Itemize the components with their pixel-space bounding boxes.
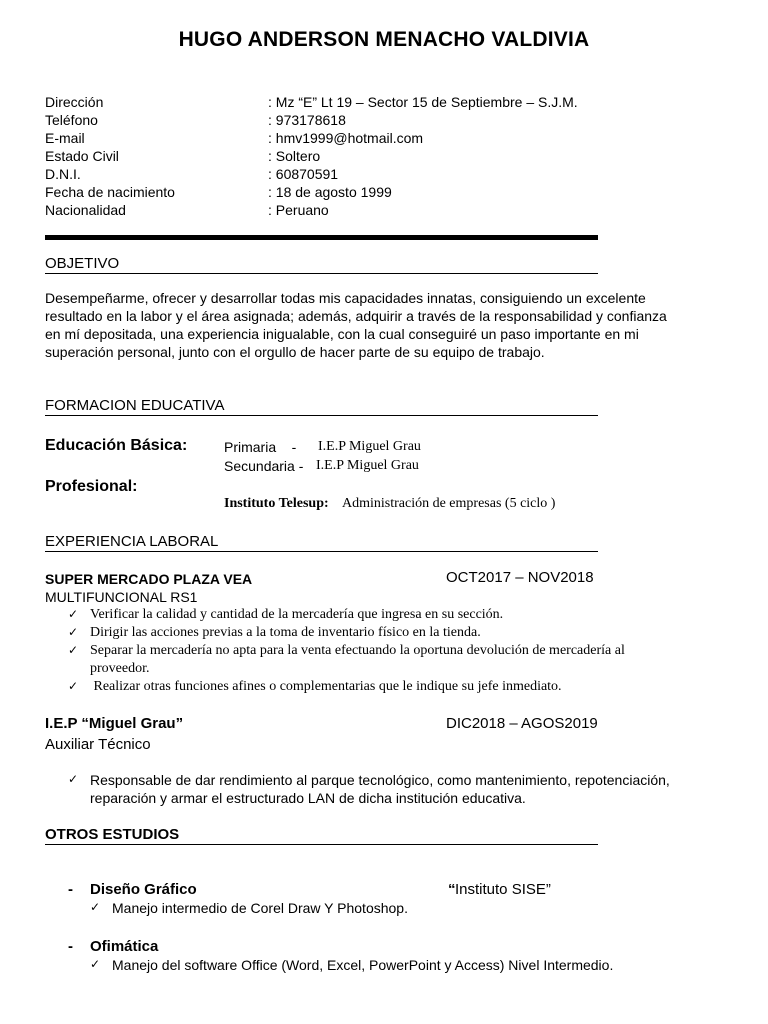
section-rule (45, 551, 598, 552)
value-fecha-nacimiento: : 18 de agosto 1999 (268, 184, 392, 200)
otros-item1-quote: “ (448, 881, 456, 898)
job1-bullet: Separar la mercadería no apta para la venta efectuando la oportuna devolución de mercadería al (90, 643, 625, 658)
value-estado-civil: : Soltero (268, 148, 321, 164)
value-email: : hmv1999@hotmail.com (268, 130, 424, 146)
instituto-text: Administración de empresas (5 ciclo ) (342, 496, 556, 511)
job1-bullet: Verificar la calidad y cantidad de la mercadería que ingresa en su sección. (90, 607, 504, 622)
job1-company: SUPER MERCADO PLAZA VEA (45, 571, 253, 587)
check-icon: ✓ (90, 957, 101, 971)
job1-bullet: Dirigir las acciones previas a la toma de inventario físico en la tienda. (90, 625, 481, 640)
otros-item2-bullet: Manejo del software Office (Word, Excel, PowerPoint y Access) Nivel Intermedio. (112, 957, 614, 973)
check-icon: ✓ (68, 607, 79, 621)
job1-bullet-continuation: proveedor. (90, 661, 150, 676)
section-title-formacion: FORMACION EDUCATIVA (45, 397, 225, 414)
candidate-name: HUGO ANDERSON MENACHO VALDIVIA (178, 28, 590, 51)
job2-dates: DIC2018 – AGOS2019 (446, 715, 598, 732)
label-email: E-mail (45, 130, 85, 146)
job2-role: Auxiliar Técnico (45, 736, 151, 753)
check-icon: ✓ (68, 625, 79, 639)
secundaria-school: I.E.P Miguel Grau (316, 458, 419, 473)
otros-item1-name: Diseño Gráfico (90, 881, 197, 898)
check-icon: ✓ (68, 643, 79, 657)
label-estado-civil: Estado Civil (45, 148, 119, 164)
objetivo-line: en mí depositada, una experiencia inigualable, con la cual conseguiré un paso importante en mi (45, 326, 639, 342)
value-direccion: : Mz “E” Lt 19 – Sector 15 de Septiembre – S.J.M. (268, 94, 578, 110)
check-icon: ✓ (68, 772, 79, 786)
job1-bullet: Realizar otras funciones afines o complementarias que le indique su jefe inmediato. (90, 679, 562, 694)
job1-role: MULTIFUNCIONAL RS1 (45, 589, 198, 605)
label-direccion: Dirección (45, 94, 104, 110)
objetivo-line: resultado en la labor y el área asignada; además, adquirir a través de la responsabilidad y confianza (45, 308, 667, 324)
job2-company: I.E.P “Miguel Grau” (45, 715, 184, 732)
section-title-experiencia: EXPERIENCIA LABORAL (45, 533, 219, 550)
otros-item2-dash: - (68, 938, 73, 955)
otros-item1-dash: - (68, 881, 73, 898)
section-rule (45, 415, 598, 416)
section-rule (45, 844, 598, 845)
otros-item1-institute: Instituto SISE” (455, 881, 551, 898)
check-icon: ✓ (68, 679, 79, 693)
objetivo-line: Desempeñarme, ofrecer y desarrollar todas mis capacidades innatas, consiguiendo un excelente (45, 290, 646, 306)
section-title-objetivo: OBJETIVO (45, 255, 120, 272)
job2-bullet: Responsable de dar rendimiento al parque tecnológico, como mantenimiento, repotenciación, (90, 772, 670, 788)
otros-item2-name: Ofimática (90, 938, 159, 955)
label-fecha-nacimiento: Fecha de nacimiento (45, 184, 175, 200)
objetivo-line: superación personal, junto con el orgullo de hacer parte de su equipo de trabajo. (45, 344, 545, 360)
secundaria-label: Secundaria - (224, 458, 304, 474)
profesional-label: Profesional: (45, 478, 138, 495)
job1-dates: OCT2017 – NOV2018 (446, 569, 594, 586)
primaria-school: I.E.P Miguel Grau (318, 439, 421, 454)
educacion-basica-label: Educación Básica: (45, 437, 188, 454)
primaria-label: Primaria - (224, 439, 297, 455)
header-divider (45, 235, 598, 240)
otros-item1-bullet: Manejo intermedio de Corel Draw Y Photoshop. (112, 900, 408, 916)
job2-bullet-continuation: reparación y armar el estructurado LAN de dicha institución educativa. (90, 790, 526, 806)
section-rule (45, 273, 598, 274)
value-nacionalidad: : Peruano (268, 202, 329, 218)
check-icon: ✓ (90, 900, 101, 914)
label-nacionalidad: Nacionalidad (45, 202, 126, 218)
section-title-otros: OTROS ESTUDIOS (45, 826, 180, 843)
label-dni: D.N.I. (45, 166, 81, 182)
instituto-label: Instituto Telesup: (224, 496, 329, 511)
value-telefono: : 973178618 (268, 112, 346, 128)
label-telefono: Teléfono (45, 112, 98, 128)
value-dni: : 60870591 (268, 166, 339, 182)
